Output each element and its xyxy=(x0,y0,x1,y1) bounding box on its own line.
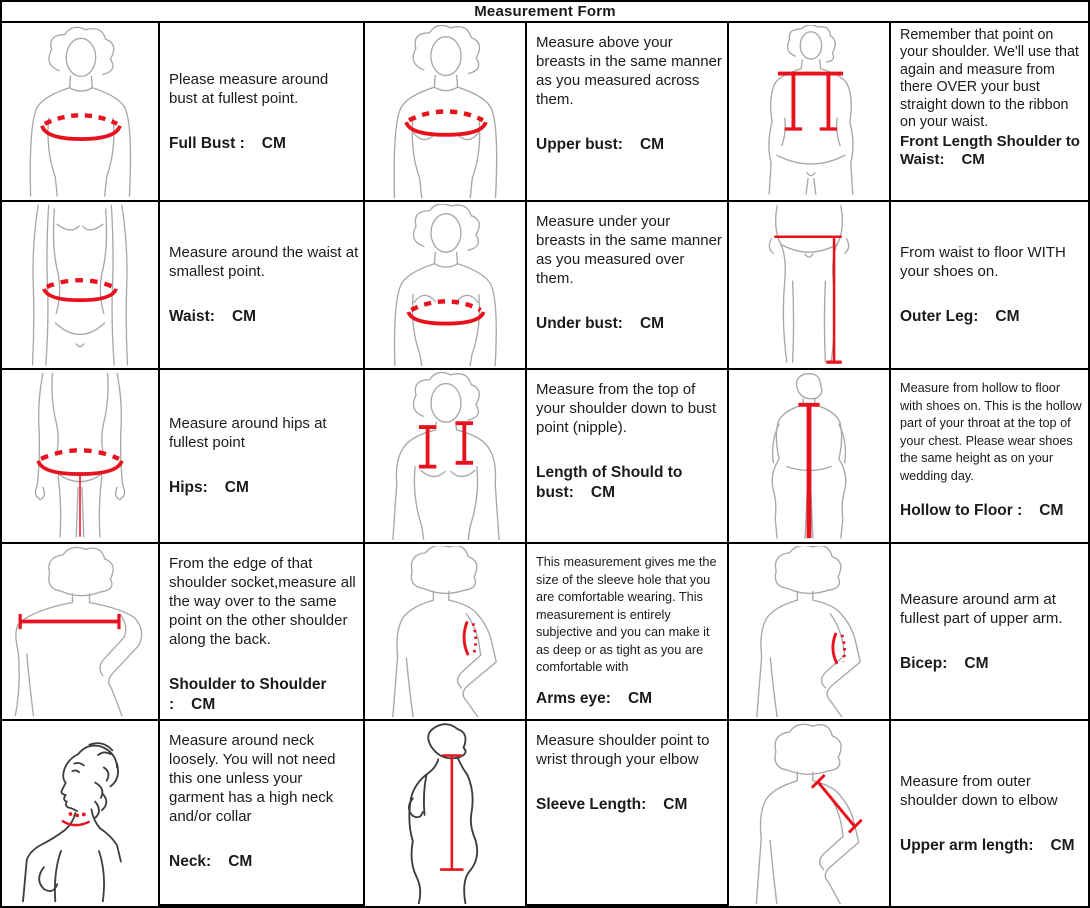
measure-label-line xyxy=(169,134,359,153)
outer-leg-figure xyxy=(731,204,887,366)
unit-label: CM xyxy=(995,308,1020,326)
measure-label: Under bust: xyxy=(536,315,623,333)
instruction-text: Measure around the waist at smallest point. xyxy=(169,244,359,281)
cell-upper-arm-text xyxy=(891,721,1088,906)
measure-label: Upper arm length: xyxy=(900,836,1034,854)
cell-sleeve-length-text xyxy=(527,721,729,906)
instruction-text: Please measure around bust at fullest point. xyxy=(169,70,329,107)
measure-label: Sleeve Length: xyxy=(536,796,647,814)
hollow-to-floor-figure xyxy=(731,372,887,540)
measure-label-line xyxy=(536,135,723,154)
instruction-text: Measure from the top of your shoulder down to bust point (nipple). xyxy=(536,381,717,437)
measure-label: Front Length Shoulder to Waist: xyxy=(900,132,1080,169)
bicep-figure xyxy=(731,546,887,717)
cell-arms-eye-figure xyxy=(365,544,527,721)
cell-bicep-text xyxy=(891,544,1088,721)
cell-outer-leg-figure xyxy=(729,202,891,370)
cell-neck-text xyxy=(160,721,365,906)
instruction-text: Measure from hollow to floor with shoes on. This is the hollow part of your throat at the top of your chest. Please wear shoes the same height as on your wedding day. xyxy=(900,381,1082,483)
unit-label: CM xyxy=(663,796,688,814)
unit-label: CM xyxy=(590,483,615,501)
unit-label: CM xyxy=(224,479,249,497)
cell-shoulder-to-bust-text xyxy=(527,370,729,544)
cell-hollow-to-floor-figure xyxy=(729,370,891,544)
unit-label: CM xyxy=(228,853,253,871)
cell-hips-figure xyxy=(2,370,160,544)
measure-label-line xyxy=(536,689,723,708)
cell-upper-bust-figure xyxy=(365,23,527,202)
instruction-text: Measure around hips at fullest point xyxy=(169,415,327,452)
instruction-text: Remember that point on your shoulder. We'll use that again and measure from there OVER your bust straight down to the ribbon on your waist. xyxy=(900,27,1079,131)
measure-label: Waist: xyxy=(169,308,215,326)
cell-arms-eye-text xyxy=(527,544,729,721)
measure-label-line xyxy=(536,463,723,502)
instruction-text: Measure around neck loosely. You will not need this one unless your garment has a high neck and/or collar xyxy=(169,732,336,826)
measure-label: Hollow to Floor : xyxy=(900,502,1023,520)
waist-figure xyxy=(4,204,156,366)
cell-outer-leg-text xyxy=(891,202,1088,370)
cell-front-length-figure xyxy=(729,23,891,202)
shoulder-to-shoulder-figure xyxy=(4,546,156,717)
shoulder-to-bust-figure xyxy=(367,372,523,540)
unit-label: CM xyxy=(627,689,653,707)
cell-waist-text xyxy=(160,202,365,370)
measure-label-line xyxy=(900,501,1084,520)
unit-label: CM xyxy=(1050,836,1075,854)
measure-label-line xyxy=(900,836,1084,855)
measure-label: Outer Leg: xyxy=(900,308,979,326)
cell-full-bust-figure xyxy=(2,23,160,202)
measure-label-line xyxy=(536,314,723,333)
instruction-text: This measurement gives me the size of the sleeve hole that you are comfortable wearing. This measurement is entirely subjective and you can make it as deep or as tight as you are comfortable with xyxy=(536,555,717,675)
instruction-text: Measure around arm at fullest part of upper arm. xyxy=(900,590,1063,627)
cell-shoulder-to-bust-figure xyxy=(365,370,527,544)
measure-label: Bicep: xyxy=(900,654,948,672)
measure-label: Neck: xyxy=(169,853,212,871)
cell-shoulder-to-shoulder-figure xyxy=(2,544,160,721)
hips-figure xyxy=(4,372,156,540)
measure-label: Full Bust : xyxy=(169,134,245,152)
measure-label-line xyxy=(900,307,1084,326)
unit-label: CM xyxy=(1039,502,1064,520)
cell-hollow-to-floor-text xyxy=(891,370,1088,544)
cell-neck-figure xyxy=(2,721,160,906)
instruction-text: From the edge of that shoulder socket,measure all the way over to the same point on the other shoulder along the back. xyxy=(169,555,356,649)
upper-arm-figure xyxy=(731,723,887,904)
unit-label: CM xyxy=(639,136,665,154)
unit-label: CM xyxy=(191,695,216,713)
page-title: Measurement Form xyxy=(2,2,1088,23)
cell-waist-figure xyxy=(2,202,160,370)
measure-label: Length of Should to bust: xyxy=(536,464,683,501)
unit-label: CM xyxy=(231,308,257,326)
instruction-text: From waist to floor WITH your shoes on. xyxy=(900,244,1066,281)
measure-label-line xyxy=(169,307,359,326)
neck-figure xyxy=(4,723,156,904)
instruction-text: Measure under your breasts in the same manner as you measured over them. xyxy=(536,213,722,288)
arms-eye-figure xyxy=(367,546,523,717)
measure-label-line xyxy=(169,478,359,497)
upper-bust-figure xyxy=(367,25,523,198)
instruction-text: Measure above your breasts in the same manner as you measured across them. xyxy=(536,34,722,109)
front-length-figure xyxy=(731,25,887,198)
cell-under-bust-figure xyxy=(365,202,527,370)
cell-sleeve-length-figure xyxy=(365,721,527,906)
instruction-text: Measure shoulder point to wrist through your elbow xyxy=(536,732,710,769)
cell-shoulder-to-shoulder-text xyxy=(160,544,365,721)
cell-upper-bust-text xyxy=(527,23,729,202)
sleeve-length-figure xyxy=(367,723,523,904)
measure-label-line xyxy=(900,654,1084,673)
measure-label: Arms eye: xyxy=(536,689,611,707)
measure-label: Shoulder to Shoulder : xyxy=(169,676,327,713)
measure-label: Upper bust: xyxy=(536,136,623,154)
cell-hips-text xyxy=(160,370,365,544)
unit-label: CM xyxy=(961,151,985,169)
measure-label: Hips: xyxy=(169,479,208,497)
under-bust-figure xyxy=(367,204,523,366)
instruction-text: Measure from outer shoulder down to elbow xyxy=(900,772,1058,809)
cell-upper-arm-figure xyxy=(729,721,891,906)
cell-bicep-figure xyxy=(729,544,891,721)
measure-label-line xyxy=(169,675,359,714)
cell-under-bust-text xyxy=(527,202,729,370)
cell-full-bust-text xyxy=(160,23,365,202)
unit-label: CM xyxy=(639,315,665,333)
measure-label-line xyxy=(900,133,1084,171)
unit-label: CM xyxy=(261,134,286,152)
cell-front-length-text xyxy=(891,23,1088,202)
full-bust-figure xyxy=(4,25,156,198)
unit-label: CM xyxy=(964,654,989,672)
measure-label-line xyxy=(536,795,723,814)
measure-label-line xyxy=(169,852,359,871)
